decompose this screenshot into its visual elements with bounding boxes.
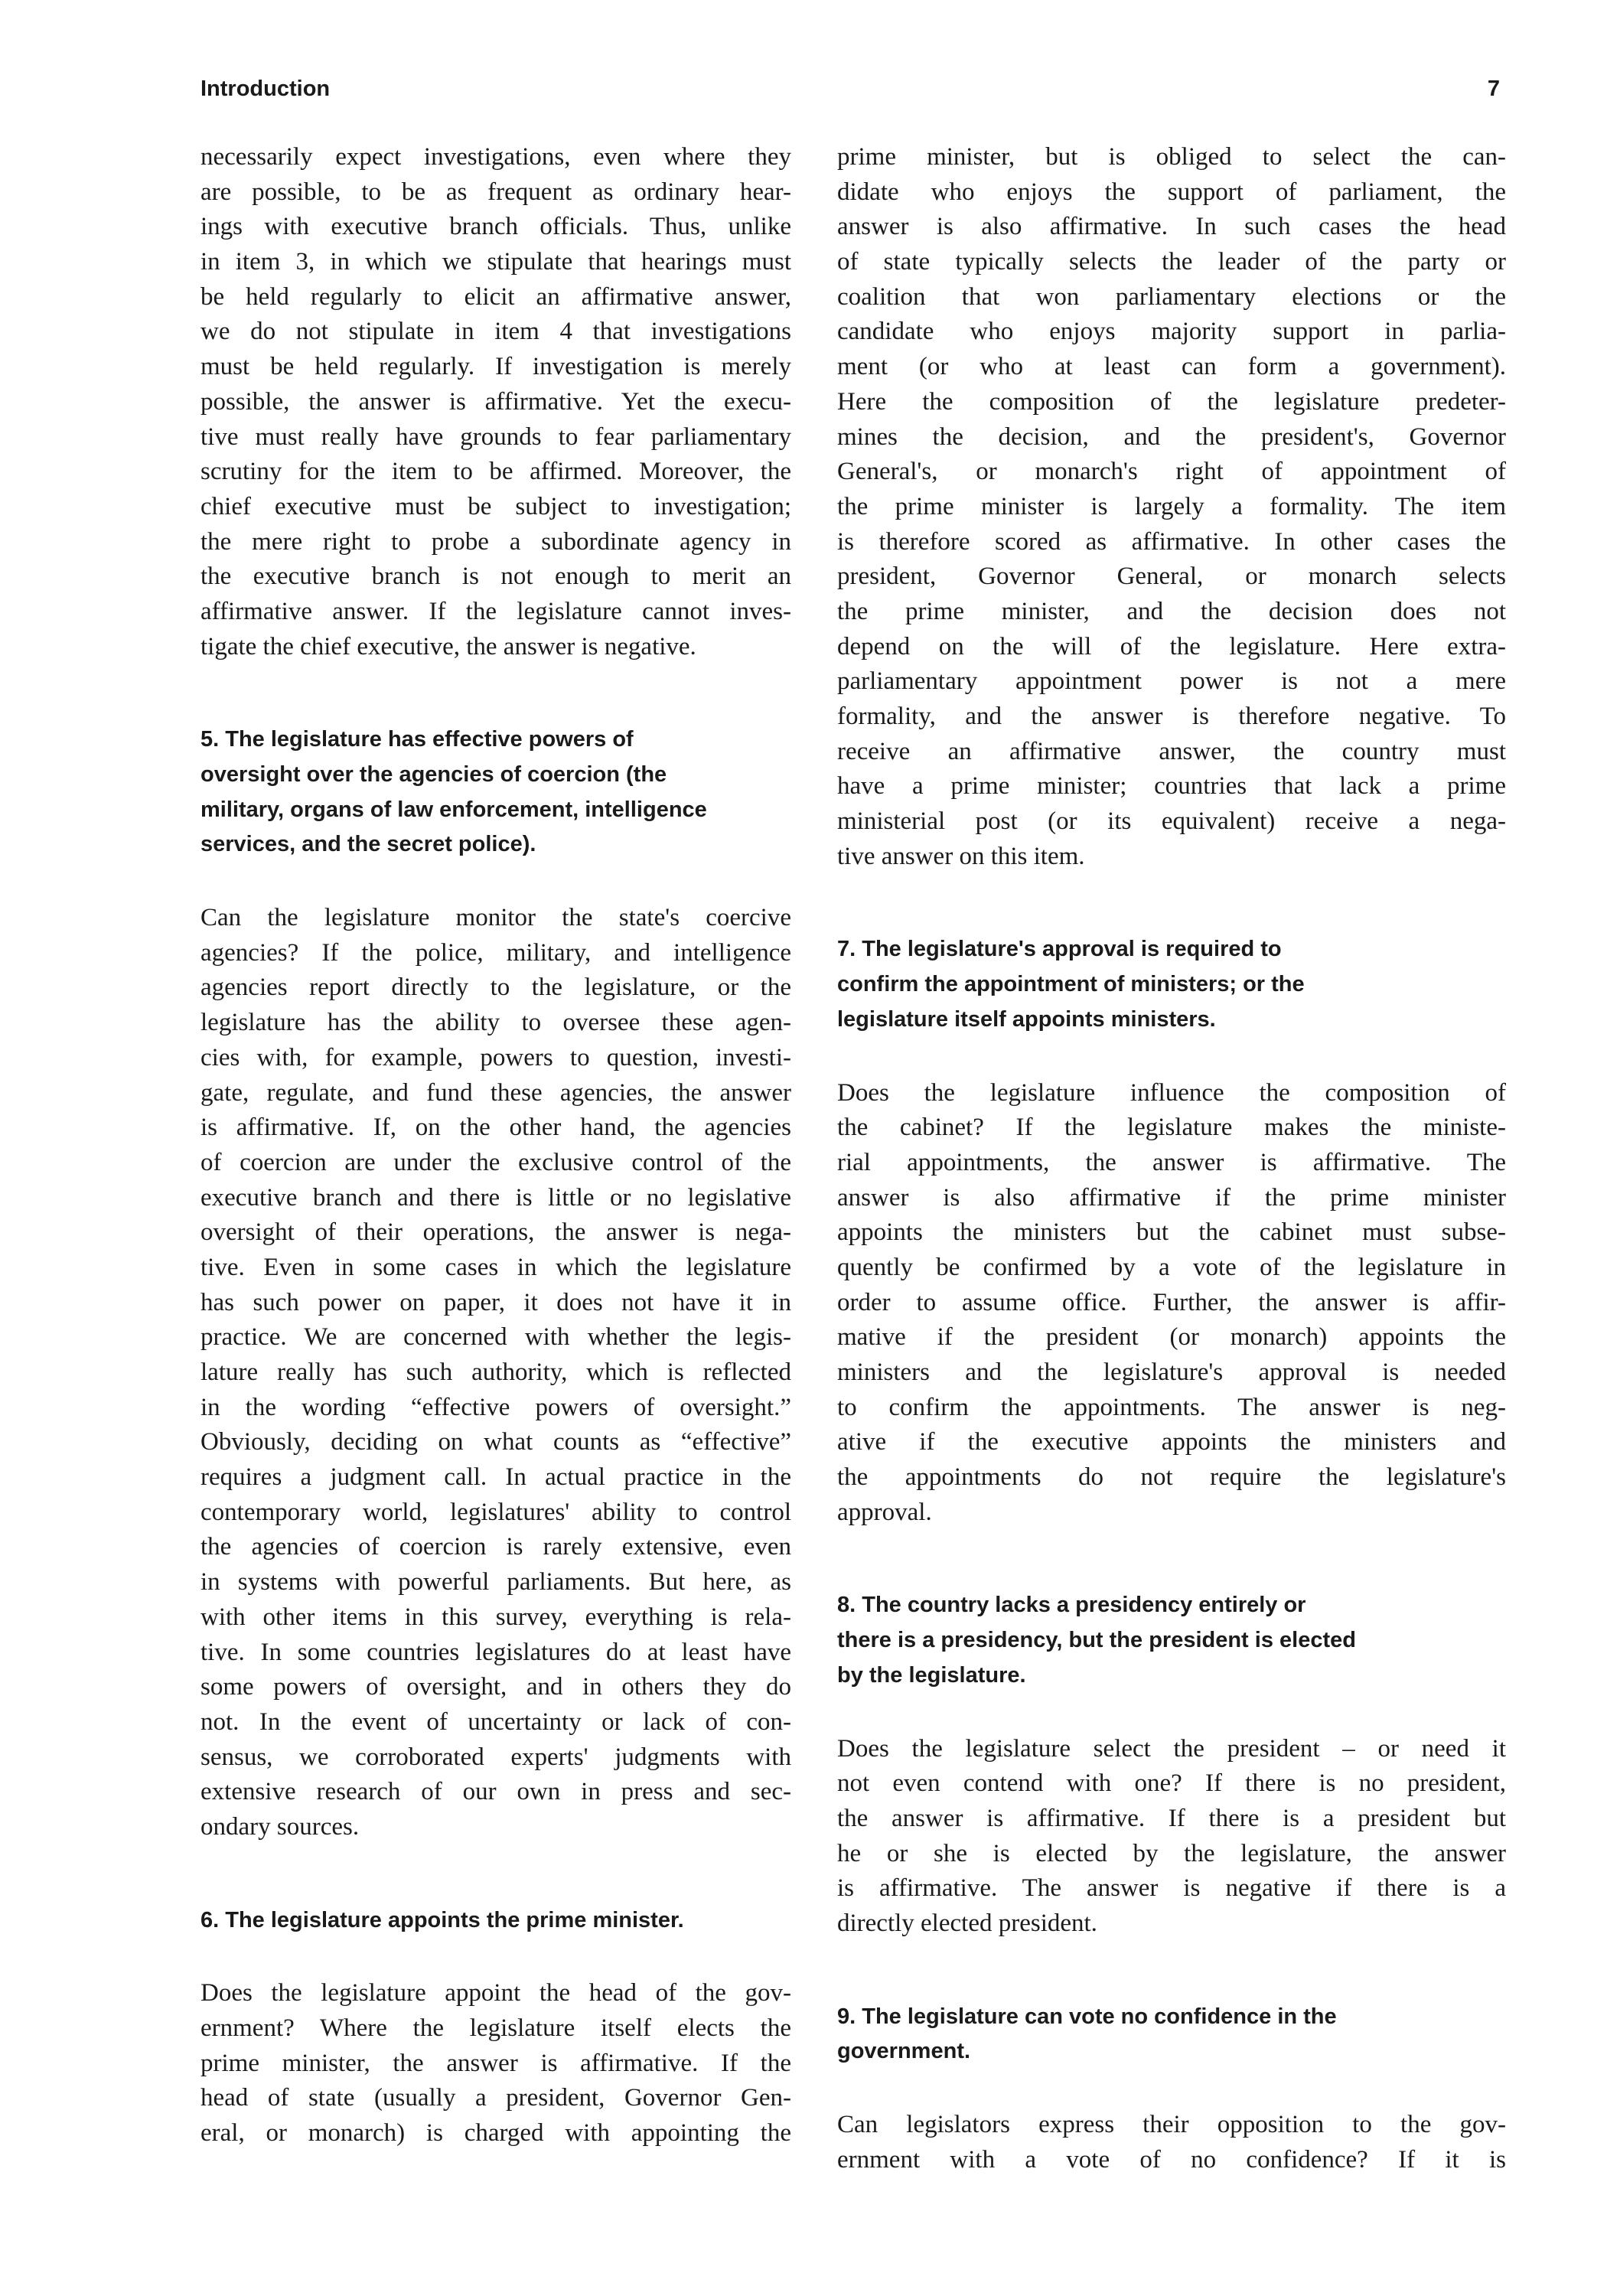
running-header-section: Introduction <box>200 77 331 101</box>
text-line: possible, the answer is affirmative. Yet the execu- <box>200 387 791 416</box>
text-line: have a prime minister; countries that lack a prime <box>837 772 1506 801</box>
text-line: affirmative answer. If the legislature cannot inves- <box>200 597 791 625</box>
text-line: of state typically selects the leader of the party or <box>837 248 1506 276</box>
text-line: chief executive must be subject to investigation; <box>200 492 791 520</box>
left-column <box>200 140 791 2151</box>
text-line: ernment? Where the legislature itself elects the <box>200 2014 791 2042</box>
paragraph <box>200 901 791 1845</box>
text-line: Does the legislature influence the composition of <box>837 1078 1506 1107</box>
text-line: agencies report directly to the legislature, or the <box>200 974 791 1002</box>
text-line: 8. The country lacks a presidency entirely or <box>837 1593 1306 1618</box>
text-line: tive must really have grounds to fear parliamentary <box>200 422 791 451</box>
text-line: head of state (usually a president, Governor Gen- <box>200 2084 791 2112</box>
paragraph <box>837 1732 1506 1942</box>
text-line: ministers and the legislature's approval is needed <box>837 1358 1506 1386</box>
text-line: we do not stipulate in item 4 that investigations <box>200 318 791 346</box>
text-line: be held regularly to elicit an affirmative answer, <box>200 282 791 311</box>
text-line: General's, or monarch's right of appointment of <box>837 458 1506 486</box>
text-line: services, and the secret police). <box>200 832 536 857</box>
text-line: Can the legislature monitor the state's coercive <box>200 904 791 932</box>
text-line: didate who enjoys the support of parliament, the <box>837 178 1506 206</box>
section-heading <box>200 1903 791 1939</box>
text-line: the appointments do not require the legislature's <box>837 1463 1506 1492</box>
text-line: candidate who enjoys majority support in parlia- <box>837 318 1506 346</box>
text-line: ernment with a vote of no confidence? If it is <box>837 2145 1506 2174</box>
right-column <box>837 140 1506 2177</box>
text-line: 5. The legislature has effective powers of <box>200 727 634 752</box>
text-line: confirm the appointment of ministers; or the <box>837 972 1305 997</box>
text-line: president, Governor General, or monarch selects <box>837 563 1506 591</box>
text-line: is affirmative. If, on the other hand, the agencies <box>200 1114 791 1142</box>
section-heading <box>837 932 1506 1037</box>
text-line: sensus, we corroborated experts' judgments with <box>200 1743 791 1771</box>
paragraph <box>200 1976 791 2151</box>
paragraph <box>837 1076 1506 1531</box>
text-line: ings with executive branch officials. Thus, unlike <box>200 213 791 241</box>
text-line: practice. We are concerned with whether the legis- <box>200 1323 791 1352</box>
text-line: quently be confirmed by a vote of the legislature in <box>837 1253 1506 1281</box>
text-line: not even contend with one? If there is no president, <box>837 1769 1506 1798</box>
text-line: appoints the ministers but the cabinet must subse- <box>837 1218 1506 1247</box>
text-line: gate, regulate, and fund these agencies, the answer <box>200 1078 791 1107</box>
text-line: is therefore scored as affirmative. In other cases the <box>837 527 1506 556</box>
text-line: to confirm the appointments. The answer is neg- <box>837 1393 1506 1421</box>
text-line: Obviously, deciding on what counts as “effective” <box>200 1428 791 1456</box>
text-line: answer is also affirmative if the prime minister <box>837 1183 1506 1212</box>
text-line: extensive research of our own in press and sec- <box>200 1778 791 1806</box>
text-line: with other items in this survey, everything is rela- <box>200 1603 791 1631</box>
text-line: Does the legislature select the president – or need it <box>837 1734 1506 1763</box>
paragraph <box>837 2108 1506 2177</box>
text-line: the prime minister, and the decision does not <box>837 597 1506 625</box>
text-line: 7. The legislature's approval is required to <box>837 937 1282 962</box>
text-line: tigate the chief executive, the answer is negative. <box>200 632 696 660</box>
text-line: lature really has such authority, which is reflected <box>200 1358 791 1386</box>
text-line: the cabinet? If the legislature makes the ministe- <box>837 1114 1506 1142</box>
text-line: tive. In some countries legislatures do at least have <box>200 1638 791 1666</box>
text-line: rial appointments, the answer is affirmative. The <box>837 1148 1506 1176</box>
text-line: are possible, to be as frequent as ordinary hear- <box>200 178 791 206</box>
text-line: depend on the will of the legislature. Here extra- <box>837 632 1506 660</box>
text-line: scrutiny for the item to be affirmed. Moreover, the <box>200 458 791 486</box>
text-line: ondary sources. <box>200 1812 360 1841</box>
text-line: he or she is elected by the legislature, the answer <box>837 1839 1506 1867</box>
text-line: mative if the president (or monarch) appoints the <box>837 1323 1506 1352</box>
text-line: not. In the event of uncertainty or lack of con- <box>200 1707 791 1736</box>
text-line: contemporary world, legislatures' ability to control <box>200 1498 791 1526</box>
text-line: oversight over the agencies of coercion (the <box>200 762 667 787</box>
paragraph <box>837 140 1506 874</box>
text-line: of coercion are under the exclusive control of the <box>200 1148 791 1176</box>
text-line: prime minister, the answer is affirmative. If the <box>200 2049 791 2077</box>
text-line: must be held regularly. If investigation is merely <box>200 353 791 381</box>
text-line: order to assume office. Further, the answer is affir- <box>837 1288 1506 1316</box>
text-line: tive answer on this item. <box>837 842 1085 870</box>
text-line: the mere right to probe a subordinate agency in <box>200 527 791 556</box>
text-line: the executive branch is not enough to merit an <box>200 563 791 591</box>
text-line: ative if the executive appoints the ministers and <box>837 1428 1506 1456</box>
text-line: 9. The legislature can vote no confidence in the <box>837 2004 1337 2029</box>
text-line: approval. <box>837 1498 932 1526</box>
page-number: 7 <box>1487 77 1500 101</box>
text-line: is affirmative. The answer is negative if there is a <box>837 1874 1506 1903</box>
text-line: military, organs of law enforcement, intelligence <box>200 797 707 822</box>
text-line: agencies? If the police, military, and intelligence <box>200 938 791 967</box>
text-line: parliamentary appointment power is not a mere <box>837 667 1506 696</box>
text-line: tive. Even in some cases in which the legislature <box>200 1253 791 1281</box>
text-line: coalition that won parliamentary elections or the <box>837 282 1506 311</box>
text-line: some powers of oversight, and in others they do <box>200 1673 791 1701</box>
text-line: ment (or who at least can form a government). <box>837 353 1506 381</box>
text-line: Can legislators express their opposition to the gov- <box>837 2111 1506 2138</box>
text-line: in item 3, in which we stipulate that hearings must <box>200 248 791 276</box>
text-line: the answer is affirmative. If there is a president but <box>837 1804 1506 1832</box>
text-line: requires a judgment call. In actual practice in the <box>200 1463 791 1492</box>
section-heading <box>200 722 791 863</box>
text-line: directly elected president. <box>837 1909 1097 1937</box>
text-line: mines the decision, and the president's, Governor <box>837 422 1506 451</box>
text-line: oversight of their operations, the answer is nega- <box>200 1218 791 1247</box>
text-line: the prime minister is largely a formality. The item <box>837 492 1506 520</box>
text-line: eral, or monarch) is charged with appointing the <box>200 2119 791 2148</box>
text-line: Here the composition of the legislature predeter- <box>837 387 1506 416</box>
text-line: has such power on paper, it does not have it in <box>200 1288 791 1316</box>
text-line: prime minister, but is obliged to select the can- <box>837 143 1506 171</box>
text-line: necessarily expect investigations, even where they <box>200 143 791 171</box>
text-line: in systems with powerful parliaments. But here, as <box>200 1568 791 1596</box>
paragraph <box>200 140 791 664</box>
text-line: answer is also affirmative. In such cases the head <box>837 213 1506 241</box>
text-line: Does the legislature appoint the head of the gov- <box>200 1979 791 2007</box>
text-line: government. <box>837 2039 971 2064</box>
text-line: by the legislature. <box>837 1662 1026 1688</box>
section-heading <box>837 1588 1506 1693</box>
text-line: 6. The legislature appoints the prime minister. <box>200 1907 684 1932</box>
text-line: the agencies of coercion is rarely extensive, even <box>200 1533 791 1561</box>
text-line: cies with, for example, powers to question, investi- <box>200 1043 791 1071</box>
text-line: receive an affirmative answer, the country must <box>837 737 1506 765</box>
text-line: legislature itself appoints ministers. <box>837 1006 1216 1032</box>
text-line: in the wording “effective powers of oversight.” <box>200 1393 791 1421</box>
text-line: formality, and the answer is therefore negative. To <box>837 703 1506 730</box>
text-line: ministerial post (or its equivalent) receive a nega- <box>837 807 1506 836</box>
text-line: executive branch and there is little or no legislative <box>200 1183 791 1212</box>
section-heading <box>837 2000 1506 2069</box>
text-line: there is a presidency, but the president is elected <box>837 1628 1356 1653</box>
text-line: legislature has the ability to oversee these agen- <box>200 1009 791 1037</box>
